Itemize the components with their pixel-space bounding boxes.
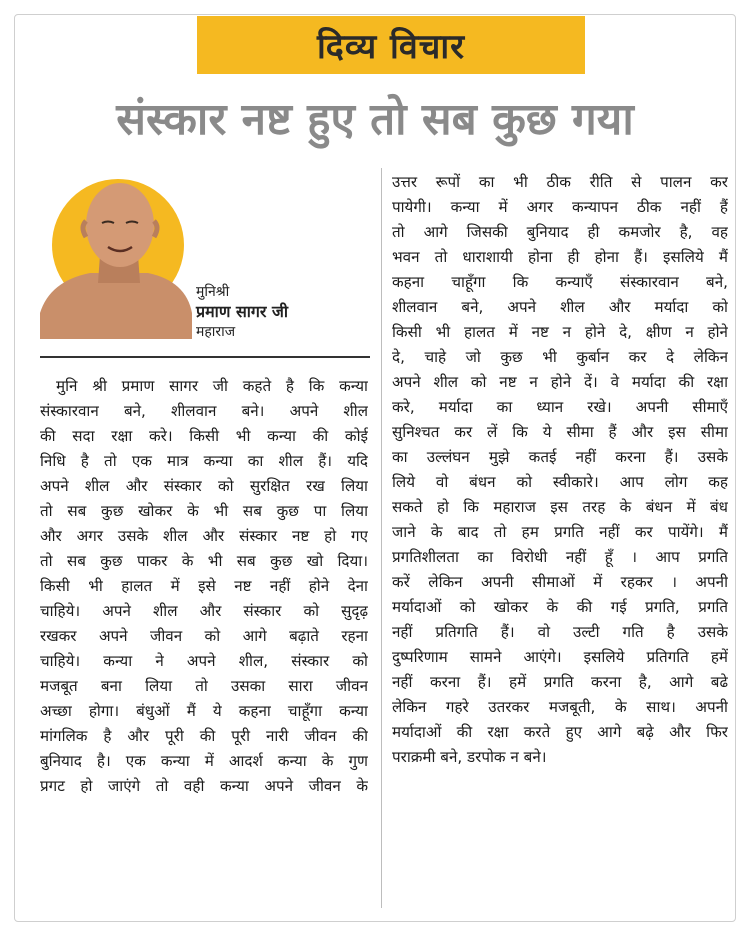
text-line: रखकर अपने जीवन को आगे बढ़ाते रहना <box>40 627 368 645</box>
caption-rule <box>40 356 370 358</box>
text-line: मुनि श्री प्रमाण सागर जी कहते है कि कन्या <box>56 377 368 395</box>
article-column-right <box>392 170 728 770</box>
text-line: पायेगी। कन्या में अगर कन्यापन ठीक नहीं हैं <box>392 198 728 216</box>
text-line: की सदा रक्षा करे। किसी भी कन्या की कोई <box>40 427 368 445</box>
text-line: शीलवान बने, अपने शील और मर्यादा को <box>392 298 728 316</box>
text-line: अपने शील और संस्कार को सुरक्षित रख लिया <box>40 477 368 495</box>
text-line: चाहिये। कन्या ने अपने शील, संस्कार को <box>40 652 368 670</box>
author-caption <box>196 282 366 342</box>
text-line: का उल्लंघन मुझे कतई नहीं करना हैं। उसके <box>392 448 728 466</box>
text-line: करें लेकिन अपनी सीमाओं में रहकर । अपनी <box>392 573 728 591</box>
text-line: प्रगट हो जाएंगे तो वही कन्या अपने जीवन के <box>40 777 368 795</box>
text-line: प्रगतिशीलता का विरोधी नहीं हूँ । आप प्रगति <box>392 548 728 566</box>
text-line: भवन तो धाराशायी होना ही होना हैं। इसलिये मैं <box>392 248 728 266</box>
section-title: दिव्य विचार <box>316 27 466 67</box>
text-line: नहीं करना हैं। हमें प्रगति करना है, आगे बढे <box>392 673 728 691</box>
text-line: निधि है तो एक मात्र कन्या का शील हैं। यदि <box>40 452 368 470</box>
portrait-head <box>86 183 154 267</box>
text-line: तो आगे जिसकी बुनियाद ही कमजोर है, वह <box>392 223 728 241</box>
text-line: अपने शील को नष्ट न होने दें। वे मर्यादा की रक्षा <box>392 373 728 391</box>
text-line: उत्तर रूपों का भी ठीक रीति से पालन कर <box>392 173 728 191</box>
author-name: प्रमाण सागर जी <box>196 302 289 321</box>
text-line: संस्कारवान बने, शीलवान बने। अपने शील <box>40 402 368 420</box>
text-line: दुष्परिणाम सामने आएंगे। इसलिये प्रतिगति हमें <box>392 648 728 666</box>
text-line: किसी भी हालत में इसे नष्ट नहीं होने देना <box>40 577 368 595</box>
article-column-left <box>40 374 368 799</box>
portrait-ear-right <box>154 221 157 237</box>
text-line: सकते हो कि महाराज इस तरह के बंधन में बंध <box>392 498 728 516</box>
text-line: किसी भी हालत में नष्ट न होने दे, क्षीण न होने <box>392 323 728 341</box>
text-line: लेकिन गहरे उतरकर मजबूती, के साथ। अपनी <box>392 698 728 716</box>
text-line: पराक्रमी बने, डरपोक न बने। <box>392 748 547 766</box>
text-line: करे, मर्यादा का ध्यान रखे। अपनी सीमाएँ <box>392 398 728 416</box>
text-line: मर्यादाओं को खोकर के की गई प्रगति, प्रगति <box>392 598 728 616</box>
article-headline: संस्कार नष्ट हुए तो सब कुछ गया <box>116 94 634 145</box>
text-line: कहना चाहूँगा कि कन्याएँ संस्कारवान बने, <box>392 273 728 291</box>
column-divider <box>381 168 382 908</box>
text-line: नहीं प्रतिगति हैं। वो उल्टी गति है उसके <box>392 623 728 641</box>
text-line: सुनिश्चत कर लें कि ये सीमा हैं और इस सीमा <box>392 423 728 441</box>
section-banner <box>197 16 585 74</box>
text-line: मांगलिक है और पूरी की पूरी नारी जीवन की <box>40 727 368 745</box>
text-line: दे, चाहे जो कुछ भी कुर्बान कर दे लेकिन <box>392 348 728 366</box>
author-portrait <box>40 163 192 339</box>
text-line: मर्यादाओं की रक्षा करते हुए आगे बढ़े और फिर <box>392 723 728 741</box>
text-line: और अगर उसके शील और संस्कार नष्ट हो गए <box>40 527 368 545</box>
author-title: महाराज <box>196 324 236 340</box>
text-line: अच्छा होगा। बंधुओं मैं ये कहना चाहूँगा कन्या <box>40 702 368 720</box>
text-line: बुनियाद है। एक कन्या में आदर्श कन्या के गुण <box>40 752 368 770</box>
portrait-ear-left <box>83 221 86 237</box>
text-line: चाहिये। अपने शील और संस्कार को सुदृढ़ <box>40 602 368 620</box>
text-line: तो सब कुछ खोकर के भी सब कुछ पा लिया <box>40 502 368 520</box>
text-line: जाने के बाद तो हम प्रगति नहीं कर पायेंगे। मैं <box>392 523 728 541</box>
author-prefix: मुनिश्री <box>196 284 230 300</box>
text-line: लिये वो बंधन को स्वीकारे। आप लोग कह <box>392 473 728 491</box>
text-line: तो सब कुछ पाकर के भी सब कुछ खो दिया। <box>40 552 368 570</box>
text-line: मजबूत बना लिया तो उसका सारा जीवन <box>40 677 368 695</box>
